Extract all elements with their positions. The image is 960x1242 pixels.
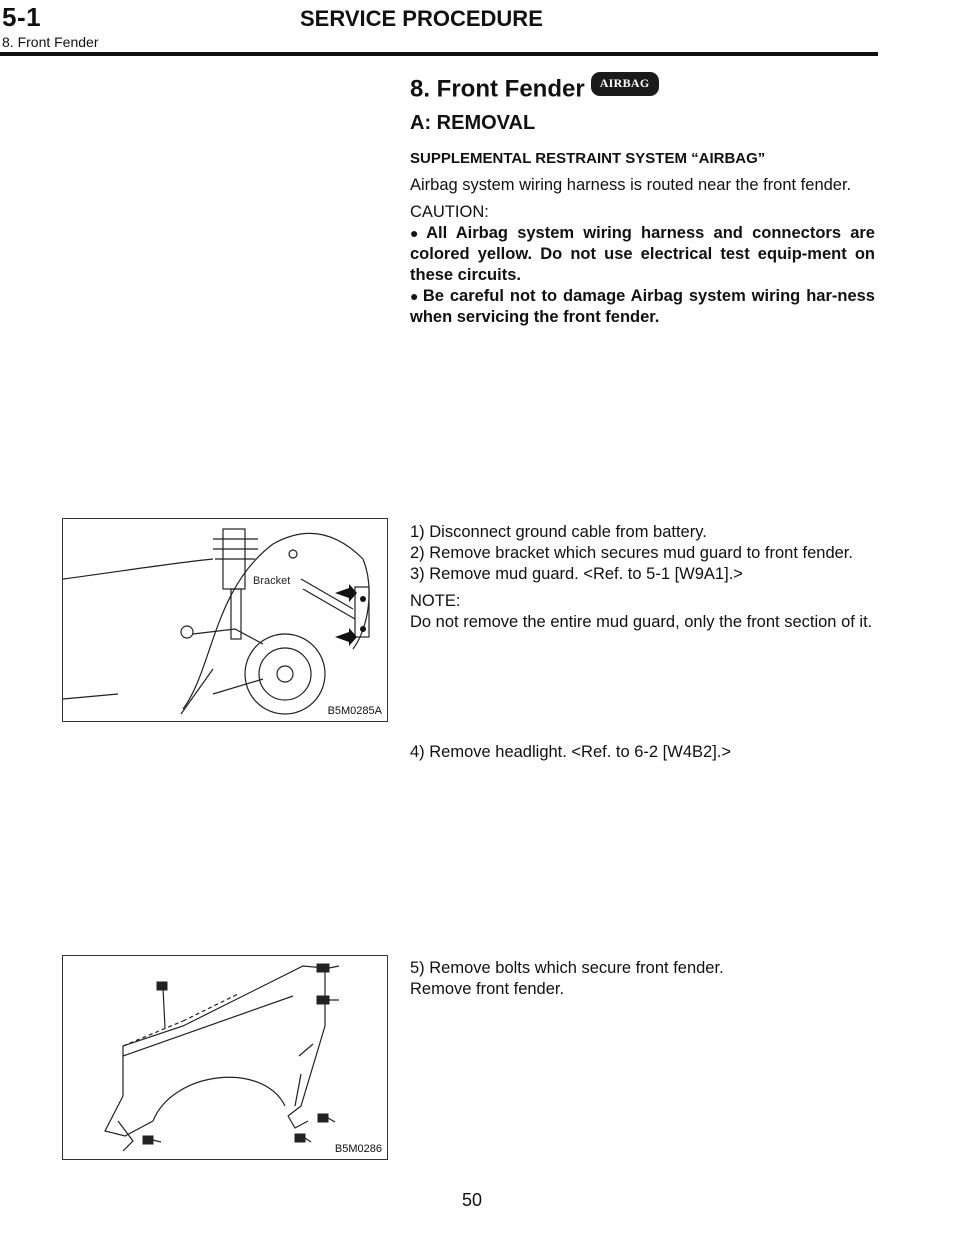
note-text: Do not remove the entire mud guard, only the front section of it. bbox=[410, 613, 873, 631]
srs-note: Airbag system wiring harness is routed near the front fender. bbox=[410, 176, 852, 194]
caution-item-1: ● All Airbag system wiring harness and connectors are colored yellow. Do not use electrical test equip-ment on these circuits. bbox=[410, 224, 875, 284]
figure-code: B5M0286 bbox=[334, 1143, 382, 1155]
step-4: 4) Remove headlight. <Ref. to 6-2 [W4B2].> bbox=[410, 743, 732, 761]
bullet-icon: ● bbox=[410, 225, 424, 241]
figure-strut-bracket bbox=[62, 518, 388, 722]
bullet-icon: ● bbox=[410, 288, 420, 304]
steps-block-a bbox=[410, 522, 875, 633]
bracket-callout: Bracket bbox=[253, 575, 291, 587]
figure-fender-bolts bbox=[62, 955, 388, 1160]
step-5: 5) Remove bolts which secure front fender. bbox=[410, 959, 724, 977]
fender-illustration bbox=[63, 956, 387, 1159]
srs-title: SUPPLEMENTAL RESTRAINT SYSTEM “AIRBAG” bbox=[410, 150, 766, 167]
strut-bracket-illustration bbox=[63, 519, 387, 721]
airbag-badge: AIRBAG bbox=[591, 72, 659, 96]
step-3: 3) Remove mud guard. <Ref. to 5-1 [W9A1].> bbox=[410, 565, 743, 583]
header-divider bbox=[0, 52, 878, 56]
srs-block bbox=[410, 148, 875, 328]
page-number: 50 bbox=[462, 1190, 483, 1210]
figure-code: B5M0285A bbox=[327, 705, 382, 717]
page-title: SERVICE PROCEDURE bbox=[300, 6, 543, 31]
subsection-title: 8. Front Fender bbox=[2, 34, 99, 50]
section-number: 5-1 bbox=[2, 2, 42, 32]
step-2: 2) Remove bracket which secures mud guard to front fender. bbox=[410, 544, 853, 562]
caution-item-2: ● Be careful not to damage Airbag system wiring har-ness when servicing the front fender. bbox=[410, 287, 875, 326]
steps-block-b bbox=[410, 958, 875, 1000]
section-heading bbox=[410, 75, 875, 103]
caution-label: CAUTION: bbox=[410, 203, 489, 221]
step-5b: Remove front fender. bbox=[410, 980, 565, 998]
removal-heading: A: REMOVAL bbox=[410, 112, 536, 134]
section-heading-text: 8. Front Fender bbox=[410, 75, 585, 103]
step-1: 1) Disconnect ground cable from battery. bbox=[410, 523, 707, 541]
note-label: NOTE: bbox=[410, 592, 461, 610]
